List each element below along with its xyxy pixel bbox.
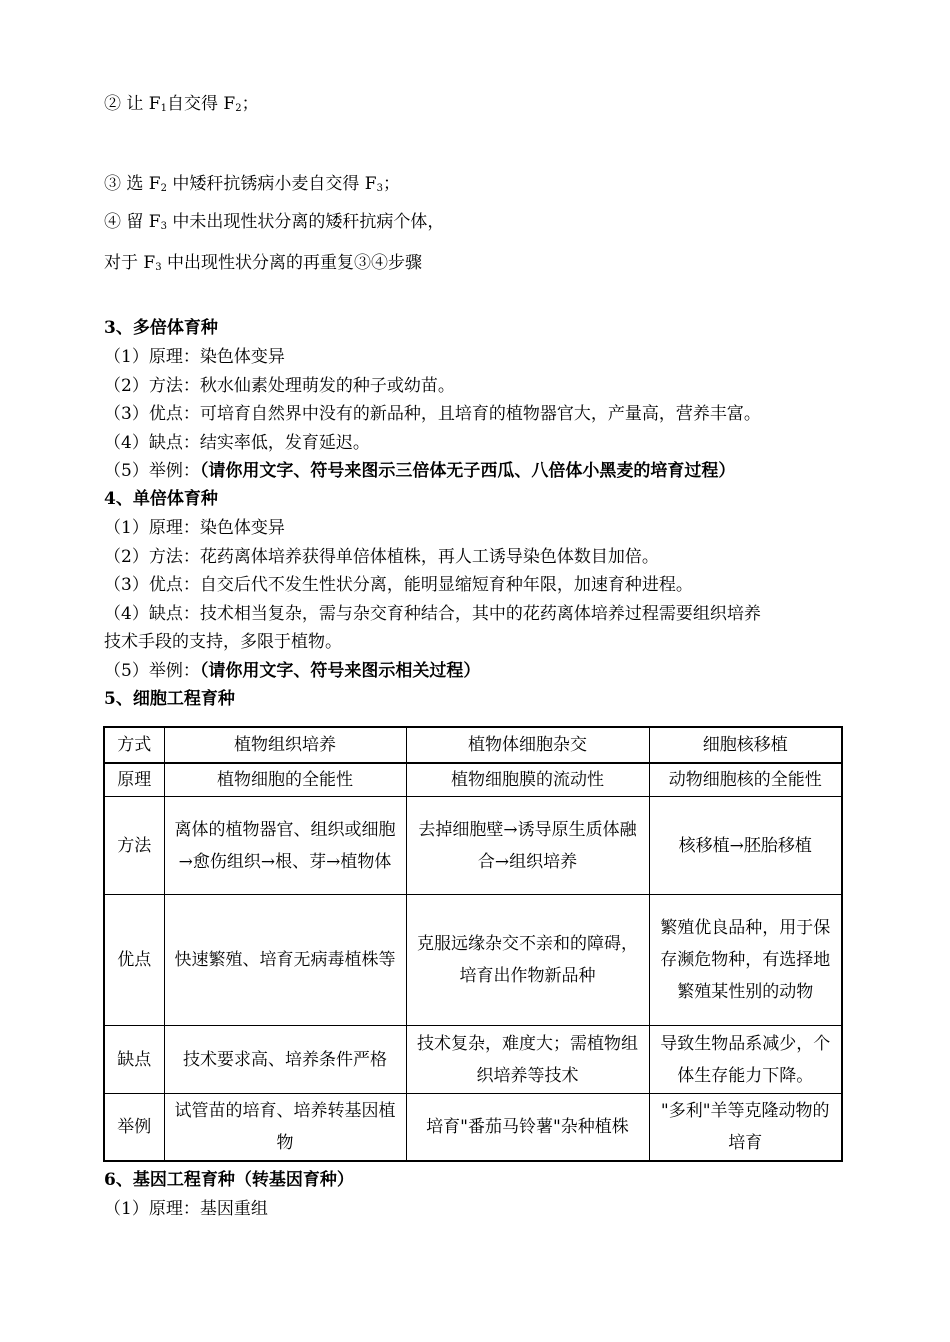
table-cell: 试管苗的培育、培养转基因植物 (164, 1094, 406, 1161)
table-cell: 植物组织培养 (164, 727, 406, 763)
table-cell: "多利"羊等克隆动物的培育 (649, 1094, 842, 1161)
table-cell: 方式 (104, 727, 164, 763)
section4-method: （2）方法：花药离体培养获得单倍体植株，再人工诱导染色体数目加倍。 (104, 547, 659, 567)
section4-disadvantage: （4）缺点：技术相当复杂，需与杂交育种结合，其中的花药离体培养过程需要组织培养 (104, 604, 761, 624)
table-cell: 植物体细胞杂交 (406, 727, 649, 763)
table-row-disadvantage (104, 1026, 842, 1094)
table-cell: 克服远缘杂交不亲和的障碍，培育出作物新品种 (406, 895, 649, 1026)
section6-principle: （1）原理：基因重组 (104, 1199, 268, 1219)
section4-advantage: （3）优点：自交后代不发生性状分离，能明显缩短育种年限，加速育种进程。 (104, 575, 693, 595)
section3-title: 3、多倍体育种 (104, 318, 218, 338)
table-cell: 方法 (104, 797, 164, 895)
section3-example: （5）举例：（请你用文字、符号来图示三倍体无子西瓜、八倍体小黑麦的培育过程） (104, 461, 736, 481)
table-row-method (104, 797, 842, 895)
table-cell: 原理 (104, 763, 164, 797)
section4-principle: （1）原理：染色体变异 (104, 518, 285, 538)
table-row-method-type (104, 727, 842, 763)
table-cell: 核移植→胚胎移植 (649, 797, 842, 895)
table-row-principle (104, 763, 842, 797)
section3-method: （2）方法：秋水仙素处理萌发的种子或幼苗。 (104, 376, 455, 396)
table-cell: 植物细胞的全能性 (164, 763, 406, 797)
section6-title: 6、基因工程育种（转基因育种） (104, 1170, 354, 1190)
step-3: ③ 选 $F_2$ 中矮秆抗锈病小麦自交得 $F_3$； (104, 174, 400, 194)
table-cell: 缺点 (104, 1026, 164, 1094)
table-cell: 优点 (104, 895, 164, 1026)
step-2: ② 让 $F_1$自交得 $F_2$； (104, 94, 259, 114)
table-cell: 培育"番茄马铃薯"杂种植株 (406, 1094, 649, 1161)
section4-title: 4、单倍体育种 (104, 489, 218, 509)
table-cell: 举例 (104, 1094, 164, 1161)
section4-disadvantage-cont: 技术手段的支持，多限于植物。 (104, 632, 342, 652)
table-cell: 导致生物品系减少，个体生存能力下降。 (649, 1026, 842, 1094)
section3-advantage: （3）优点：可培育自然界中没有的新品种，且培育的植物器官大，产量高，营养丰富。 (104, 404, 761, 424)
table-row-advantage (104, 895, 842, 1026)
step-repeat-note: 对于 $F_3$ 中出现性状分离的再重复③④步骤 (104, 253, 422, 273)
section5-title: 5、细胞工程育种 (104, 689, 235, 709)
step-4: ④ 留 $F_3$ 中未出现性状分离的矮秆抗病个体， (104, 212, 445, 232)
table-cell: 动物细胞核的全能性 (649, 763, 842, 797)
table-cell: 离体的植物器官、组织或细胞→愈伤组织→根、芽→植物体 (164, 797, 406, 895)
table-cell: 技术要求高、培养条件严格 (164, 1026, 406, 1094)
table-cell: 植物细胞膜的流动性 (406, 763, 649, 797)
table-cell: 细胞核移植 (649, 727, 842, 763)
table-cell: 繁殖优良品种，用于保存濒危物种，有选择地繁殖某性别的动物 (649, 895, 842, 1026)
table-row-example (104, 1094, 842, 1161)
section4-example: （5）举例：（请你用文字、符号来图示相关过程） (104, 661, 481, 681)
table-cell: 去掉细胞壁→诱导原生质体融合→组织培养 (406, 797, 649, 895)
table-cell: 快速繁殖、培育无病毒植株等 (164, 895, 406, 1026)
section3-disadvantage: （4）缺点：结实率低，发育延迟。 (104, 433, 370, 453)
section3-principle: （1）原理：染色体变异 (104, 347, 285, 367)
table-cell: 技术复杂，难度大；需植物组织培养等技术 (406, 1026, 649, 1094)
cell-engineering-table (103, 726, 843, 1162)
